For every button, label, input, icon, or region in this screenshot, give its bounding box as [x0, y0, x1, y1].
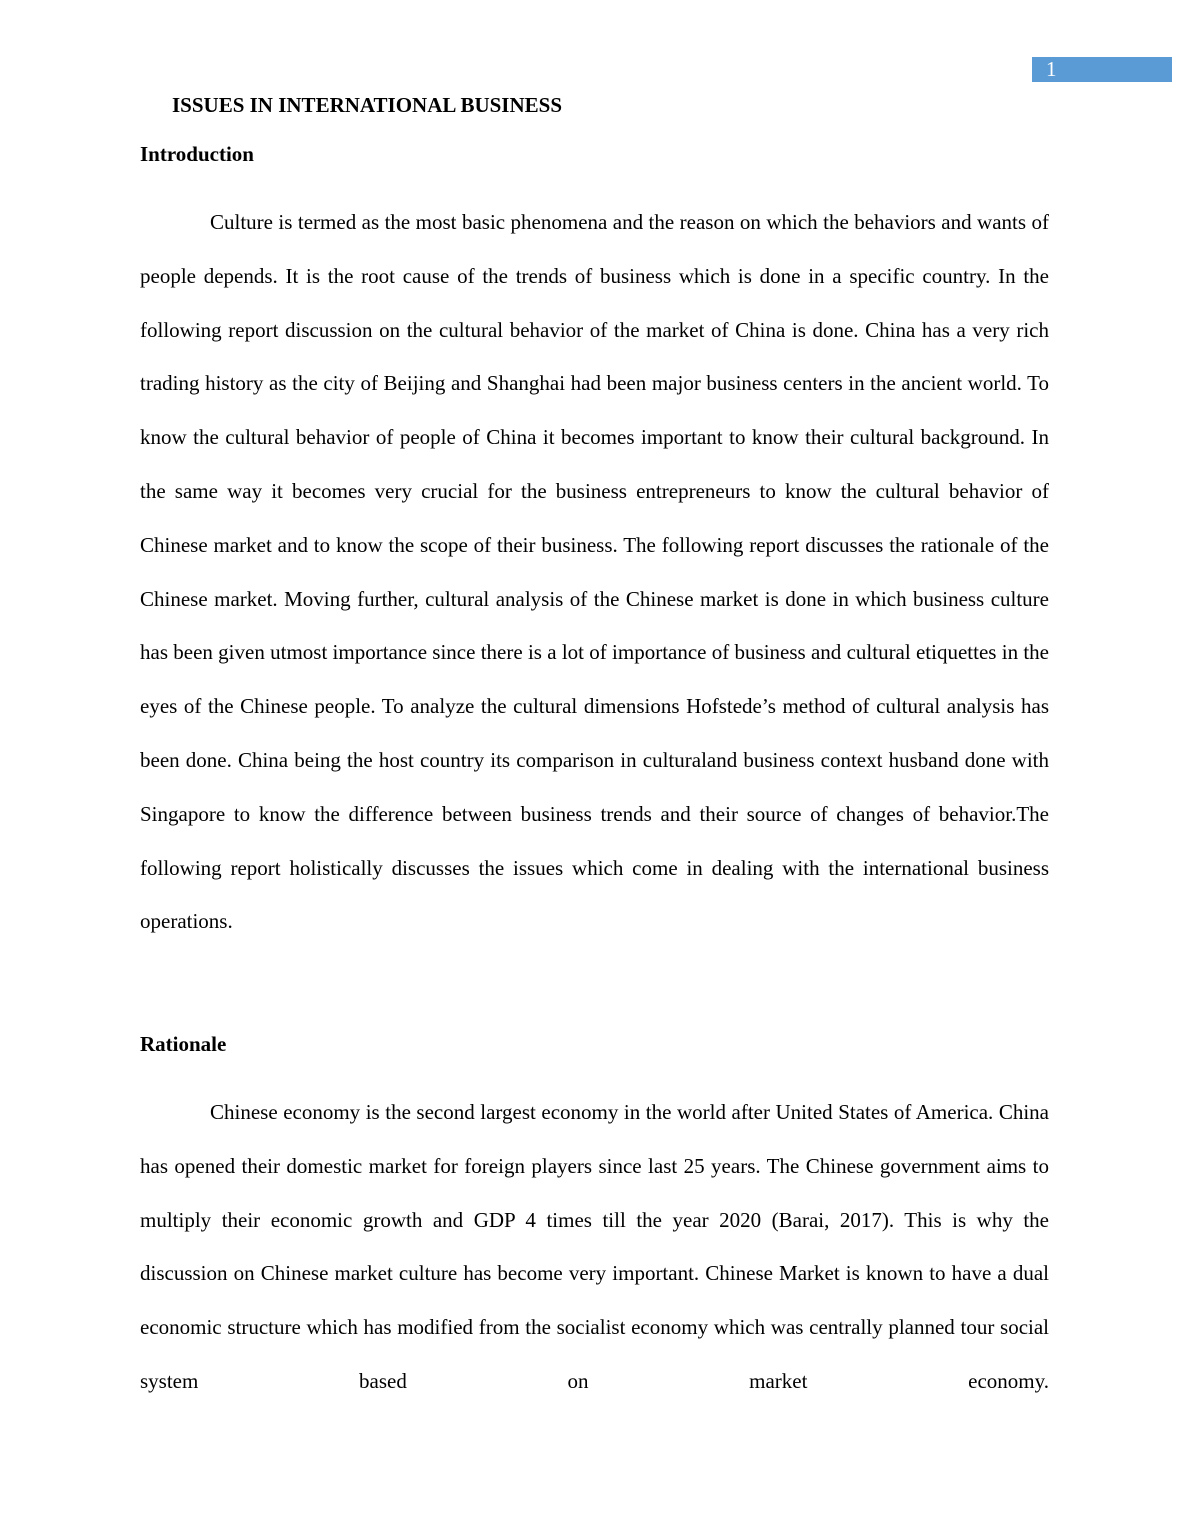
- section-heading-rationale: Rationale: [140, 1032, 227, 1056]
- paragraph-introduction: Culture is termed as the most basic phenomena and the reason on which the behaviors and wants of people depends. It is the root cause of the trends of business which is done in a specific country. In the following report discussion on the cultural behavior of the market of China is done. China has a very rich trading history as the city of Beijing and Shanghai had been major business centers in the ancient world. To know the cultural behavior of people of China it becomes important to know their cultural background. In the same way it becomes very crucial for the business entrepreneurs to know the cultural behavior of Chinese market and to know the scope of their business. The following report discusses the rationale of the Chinese market. Moving further, cultural analysis of the Chinese market is done in which business culture has been given utmost importance since there is a lot of importance of business and cultural etiquettes in the eyes of the Chinese people. To analyze the cultural dimensions Hofstede’s method of cultural analysis has been done. China being the host country its comparison in culturaland business context husband done with Singapore to know the difference between business trends and their source of changes of behavior.The following report holistically discusses the issues which come in dealing with the international business operations.: [140, 210, 1049, 934]
- paragraph-rationale: Chinese economy is the second largest economy in the world after United States of America. China has opened their domestic market for foreign players since last 25 years. The Chinese government aims to multiply their economic growth and GDP 4 times till the year 2020 (Barai, 2017). This is why the discussion on Chinese market culture has become very important. Chinese Market is known to have a dual economic structure which has modified from the socialist economy which was centrally planned tour social system based on market economy.: [140, 1100, 1049, 1393]
- document-title: ISSUES IN INTERNATIONAL BUSINESS: [172, 93, 563, 117]
- section-heading-introduction: Introduction: [140, 142, 254, 166]
- page-number: 1: [1032, 57, 1172, 82]
